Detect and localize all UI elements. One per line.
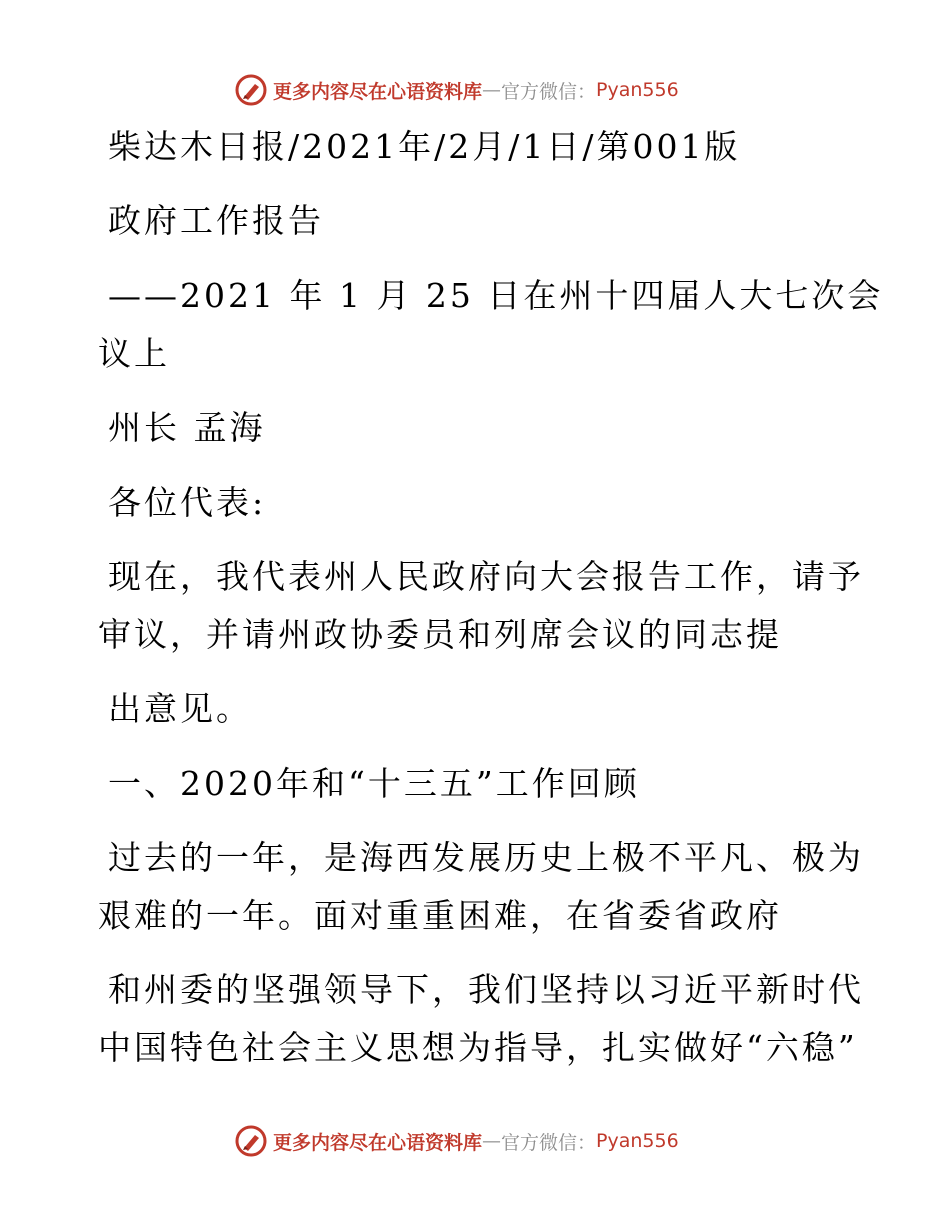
- pen-logo-icon: [235, 1125, 267, 1157]
- document-title: 政府工作报告: [108, 201, 324, 240]
- watermark-title: 更多内容尽在心语资料库: [273, 1131, 483, 1154]
- watermark-bottom: [235, 1124, 679, 1158]
- paragraph-3-line-2: 艰难的一年。面对重重困难，在省委省政府: [98, 896, 782, 935]
- paragraph-2: 出意见。: [108, 689, 252, 728]
- paragraph-3-line-1: 过去的一年，是海西发展历史上极不平凡、极为: [108, 838, 864, 877]
- paragraph-4-line-1: 和州委的坚强领导下，我们坚持以习近平新时代: [108, 970, 864, 1009]
- watermark-label: 官方微信：: [501, 1131, 597, 1154]
- subtitle-line-2: 议上: [98, 334, 170, 373]
- watermark-wechat-id: Pyan556: [596, 1130, 679, 1152]
- pen-logo-icon: [235, 74, 267, 106]
- watermark-dash: —: [482, 79, 502, 101]
- section-heading-1: 一、2020年和“十三五”工作回顾: [108, 764, 640, 803]
- watermark-dash: —: [482, 1130, 502, 1152]
- watermark-top: [235, 73, 679, 107]
- paragraph-4-line-2: 中国特色社会主义思想为指导，扎实做好“六稳”: [98, 1028, 858, 1067]
- watermark-wechat-id: Pyan556: [596, 79, 679, 101]
- newspaper-citation: 柴达木日报/2021年/2月/1日/第001版: [108, 127, 741, 166]
- salutation: 各位代表:: [108, 483, 267, 522]
- paragraph-1-line-2: 审议，并请州政协委员和列席会议的同志提: [98, 615, 782, 654]
- watermark-label: 官方微信：: [501, 80, 597, 103]
- subtitle-line-1: ——2021 年 1 月 25 日在州十四届人大七次会: [108, 276, 884, 315]
- paragraph-1-line-1: 现在，我代表州人民政府向大会报告工作，请予: [108, 557, 864, 596]
- watermark-title: 更多内容尽在心语资料库: [273, 80, 483, 103]
- speaker-line: 州长 孟海: [108, 408, 266, 447]
